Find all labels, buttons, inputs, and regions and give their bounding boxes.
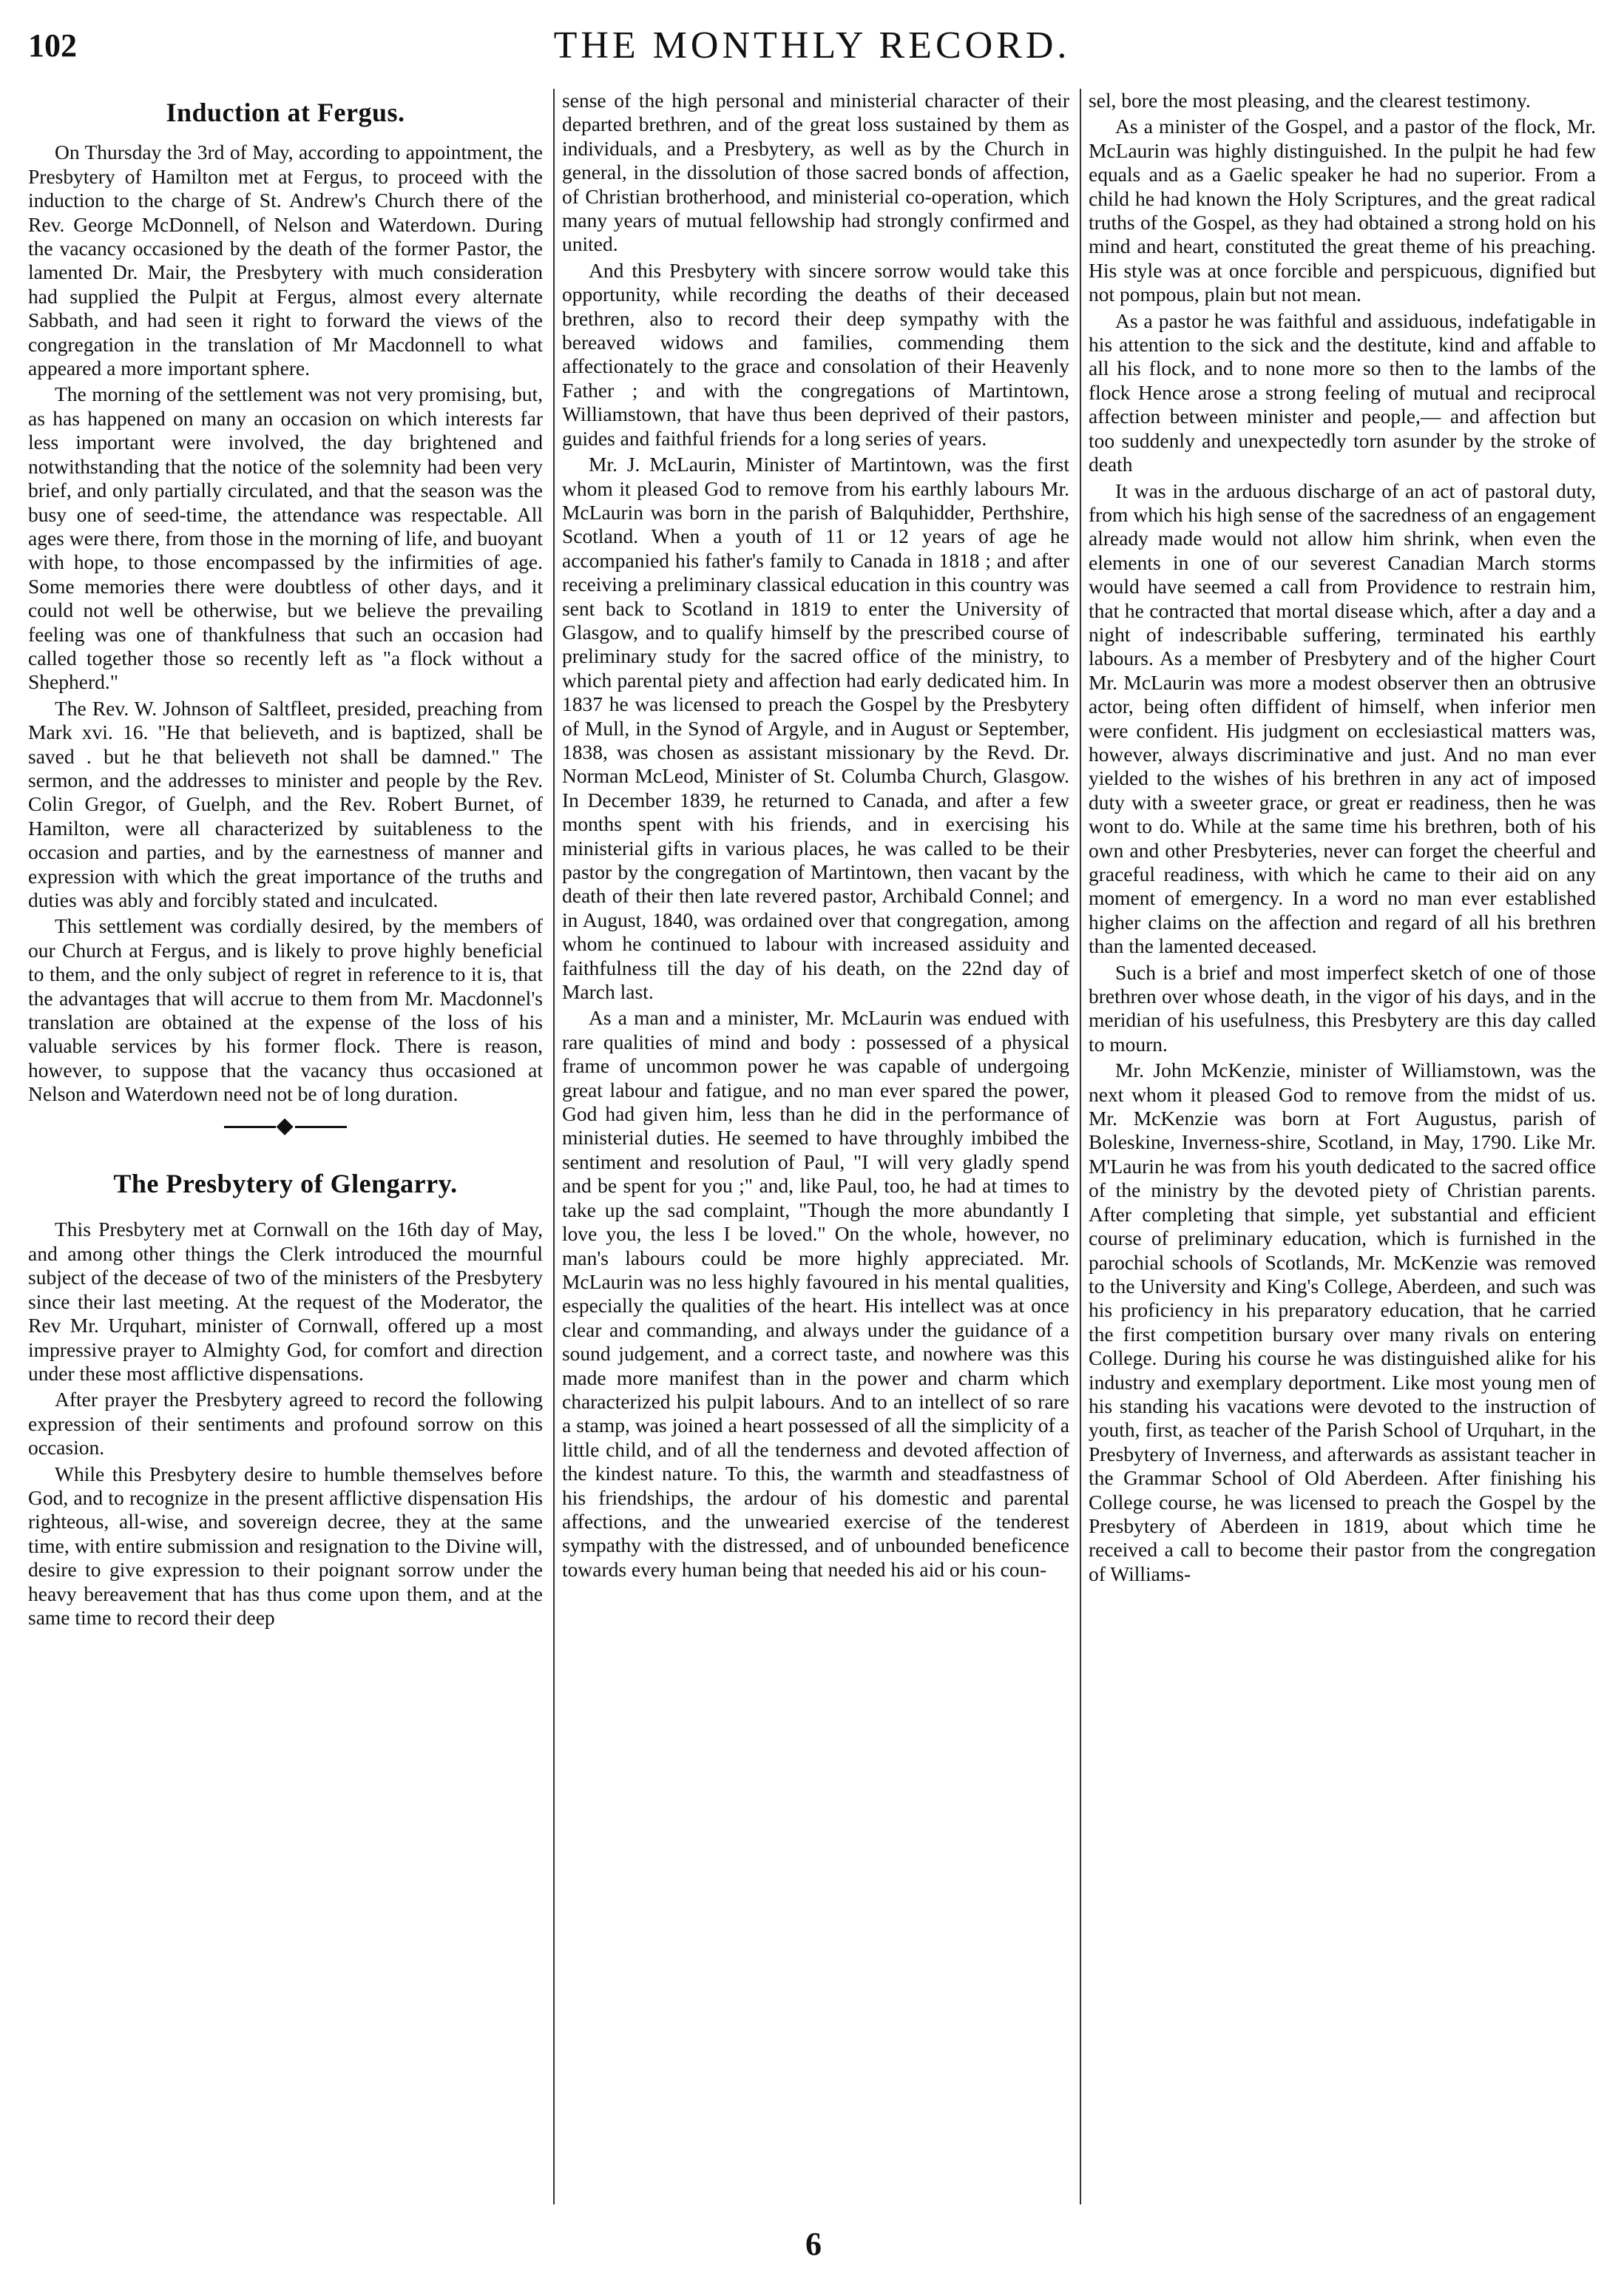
journal-title: THE MONTHLY RECORD.	[553, 24, 1071, 67]
paragraph: Mr. John McKenzie, minister of Williamstown, was the next whom it pleased God to remove from the midst of us. Mr. McKenzie was born at Fort Augustus, parish of Boleskine, Inverness-shire, Scotland, in May, 1790. Like Mr. M'Laurin he was from his youth dedicated to the sacred office of the ministry by the devoted piety of Christian parents. After completing that simple, yet substantial and efficient course of preliminary education, which is furnished in the parochial schools of Scotlands, Mr. McKenzie was removed to the University and King's College, Aberdeen, and such was his proficiency in his preparatory education, that he carried the first competition bursary over many rivals on entering College. During his course he was distinguished alike for his industry and exemplary deportment. Like most young men of his standing his vacations were devoted to the instruction of youth, first, as teacher of the Parish School of Urquhart, in the Presbytery of Inverness, and afterwards as assistant teacher in the Grammar School of Old Aberdeen. After finishing his College course, he was licensed to preach the Gospel by the Presbytery of Aberdeen in 1819, about which time he received a call to become their pastor from the congregation of Williams-	[1088, 1059, 1596, 1585]
paragraph: And this Presbytery with sincere sorrow would take this opportunity, while recording the deaths of their deceased brethren, also to record their deep sympathy with the bereaved widows and families, commending them affectionately to the grace and consolation of their Heavenly Father ; and with the congregations of Martintown, Williamstown, that have thus been deprived of their pastors, guides and faithful friends for a long series of years.	[561, 258, 1069, 450]
paragraph: Such is a brief and most imperfect sketch of one of those brethren over whose death, in the vigor of his days, and in the meridian of his usefulness, this Presbytery are this day called to mourn.	[1088, 960, 1596, 1056]
running-head	[28, 24, 1596, 78]
paragraph: While this Presbytery desire to humble themselves before God, and to recognize in the present afflictive dispensation His righteous, all-wise, and sovereign decree, they at the same time, with entire submission and resignation to the Divine will, desire to give expression to their poignant sorrow under the heavy bereavement that has thus come upon them, and at the same time to record their deep	[28, 1462, 543, 1629]
signature-mark: 6	[805, 2226, 822, 2262]
column-3	[1080, 89, 1596, 2204]
paragraph-continuation: sense of the high personal and ministerial character of their departed brethren, and of the great loss sustained by them as individuals, and a Presbytery, as well as by the Church in general, in the dissolution of those sacred bonds of affection, of Christian brotherhood, and ministerial co-operation, which many years of mutual fellowship had strongly confirmed and united.	[561, 89, 1069, 256]
ornament-diamond: ◆	[276, 1113, 295, 1138]
paragraph: After prayer the Presbytery agreed to record the following expression of their sentiments and profound sorrow on this occasion.	[28, 1388, 543, 1460]
paragraph: Mr. J. McLaurin, Minister of Martintown, was the first whom it pleased God to remove from his earthly labours Mr. McLaurin was born in the parish of Balquhidder, Perthshire, Scotland. When a youth of 11 or 12 years of age he accompanied his father's family to Canada in 1818 ; and after receiving a preliminary classical education in this country was sent back to Scotland in 1819 to enter the University of Glasgow, and to qualify himself by the prescribed course of preliminary study for the sacred office of the ministry, to which parental piety and affection had early dedicated him. In 1837 he was licensed to preach the Gospel by the Presbytery of Mull, in the Synod of Argyle, and in August or September, 1838, was chosen as assistant missionary by the Revd. Dr. Norman McLeod, Minister of St. Columba Church, Glasgow. In December 1839, he returned to Canada, and after a few months spent with his friends, and in exercising his ministerial gifts in various places, he was called to be their pastor by the congregation of Martintown, then vacant by the death of their then late revered pastor, Archibald Connel; and in August, 1840, was ordained over that congregation, among whom he continued to labour with increased assiduity and faithfulness till the day of his death, on the 22nd day of March last.	[561, 453, 1069, 1004]
article-heading-induction: Induction at Fergus.	[166, 98, 405, 127]
article-columns	[28, 89, 1596, 2204]
paragraph: This settlement was cordially desired, by the members of our Church at Fergus, and is likely to prove highly beneficial to them, and the only subject of regret in reference to it is, that the advantages that will accrue to them from Mr. Macdonnel's translation are obtained at the expense of the loss of his valuable services by his former flock. There is reason, however, to suppose that the vacancy thus occasioned at Nelson and Waterdown need not be of long duration.	[28, 914, 543, 1106]
page-number: 102	[28, 27, 77, 64]
paragraph: As a minister of the Gospel, and a pastor of the flock, Mr. McLaurin was highly distinguished. In the pulpit he had few equals and as a Gaelic speaker he had no superior. From a child he had known the Holy Scriptures, and the great radical truths of the Gospel, as they had obtained a strong hold on his mind and heart, constituted the great theme of his preaching. His style was at once forcible and perspicuous, dignified but not pompous, plain but not mean.	[1088, 115, 1596, 306]
paragraph: The morning of the settlement was not very promising, but, as has happened on many an occasion on which interests far less important were involved, the day brightened and notwithstanding that the notice of the solemnity had been very brief, and only partially circulated, and that the season was the busy one of seed-time, the attendance was respectable. All ages were there, from those in the morning of life, and buoyant with hope, to those encompassed by the infirmities of age. Some memories there were doubtless of other days, and it could not well be otherwise, but we believe the prevailing feeling was one of thankfulness that such an occasion had called together those so recently left as "a flock without a Shepherd."	[28, 382, 543, 694]
column-2	[553, 89, 1069, 2204]
paragraph: As a pastor he was faithful and assiduous, indefatigable in his attention to the sick and the destitute, kind and affable to all his flock, and to none more so then to the lambs of the flock Hence arose a strong feeling of mutual and reciprocal affection between minister and people,— and affection but too suddenly and unexpectedly torn asunder by the stroke of death	[1088, 308, 1596, 476]
paragraph: As a man and a minister, Mr. McLaurin was endued with rare qualities of mind and body : possessed of a physical frame of uncommon power he was capable of undergoing great labour and fatigue, and no man ever spared the power, God had given him, less than he did in the performance of ministerial duties. He seemed to have throughly imbibed the sentiment and resolution of Paul, "I will very gladly spend and be spent for you ;" and, like Paul, too, he had at times to take up the sad complaint, "Though the more abundantly I love you, the less I be loved." On the whole, however, no man's labours could be more highly appreciated. Mr. McLaurin was no less highly favoured in his mental qualities, especially the qualities of the heart. His intellect was at once clear and commanding, and always under the guidance of a sound judgement, and a correct taste, and nowhere was this made more manifest than in the power and charm which characterized his pulpit labours. And to an intellect of so rare a stamp, was joined a heart possessed of all the simplicity of a little child, and of all the tenderness and devoted affection of the kindest nature. To this, the warmth and steadfastness of his friendships, the ardour of his domestic and parental affections, and the unwearied exercise of the tenderest sympathy with the distressed, and of unbounded beneficence towards every human being that needed his aid or his coun-	[561, 1006, 1069, 1581]
section-ornament	[28, 1114, 543, 1138]
article-heading-glengarry: The Presbytery of Glengarry.	[113, 1169, 458, 1199]
paragraph: This Presbytery met at Cornwall on the 16th day of May, and among other things the Clerk introduced the mournful subject of the decease of two of the ministers of the Presbytery since their last meeting. At the request of the Moderator, the Rev Mr. Urquhart, minister of Cornwall, offered up a most impressive prayer to Almighty God, for comfort and direction under these most afflictive dispensations.	[28, 1218, 543, 1385]
paragraph: It was in the arduous discharge of an act of pastoral duty, from which his high sense of the sacredness of an engagement already made would not allow him shrink, when even the elements in one of our severest Canadian March storms would have seemed a call from Providence to restrain him, that he contracted that mortal disease which, after a day and a night of indescribable suffering, terminated his earthly labours. As a member of Presbytery and of the higher Court Mr. McLaurin was more a modest observer then an obtrusive actor, being often diffident of himself, when inferior men were confident. His judgment on ecclesiastical matters was, however, always discriminative and just. And no man ever yielded to the wishes of his brethren in any act of imposed duty with a sweeter grace, or great er readiness, then he was wont to do. While at the same time his brethren, both of his own and other Presbyteries, never can forget the cheerful and graceful readiness, with which he came to their aid on any moment of emergency. In a word no man ever established higher claims on the affection and regard of all his brethren than the lamented deceased.	[1088, 479, 1596, 958]
paragraph-continuation: sel, bore the most pleasing, and the clearest testimony.	[1088, 89, 1531, 112]
column-1	[28, 89, 543, 2204]
paragraph: The Rev. W. Johnson of Saltfleet, presided, preaching from Mark xvi. 16. "He that believeth, and is baptized, shall be saved . but he that believeth not shall be damned." The sermon, and the addresses to minister and people by the Rev. Colin Gregor, of Guelph, and the Rev. Robert Burnet, of Hamilton, were all characterized by suitableness to the occasion and parties, and by the earnestness of manner and expression with which the great importance of the truths and duties was ably and forcibly stated and inculcated.	[28, 696, 543, 911]
paragraph: On Thursday the 3rd of May, according to appointment, the Presbytery of Hamilton met at Fergus, to proceed with the induction to the charge of St. Andrew's Church there of the Rev. George McDonnell, of Nelson and Waterdown. During the vacancy occasioned by the death of the former Pastor, the lamented Dr. Mair, the Presbytery with much consideration had supplied the Pulpit at Fergus, almost every alternate Sabbath, and had seen it right to forward the views of the congregation in the translation of Mr Macdonnell to what appeared a more important sphere.	[28, 141, 543, 380]
